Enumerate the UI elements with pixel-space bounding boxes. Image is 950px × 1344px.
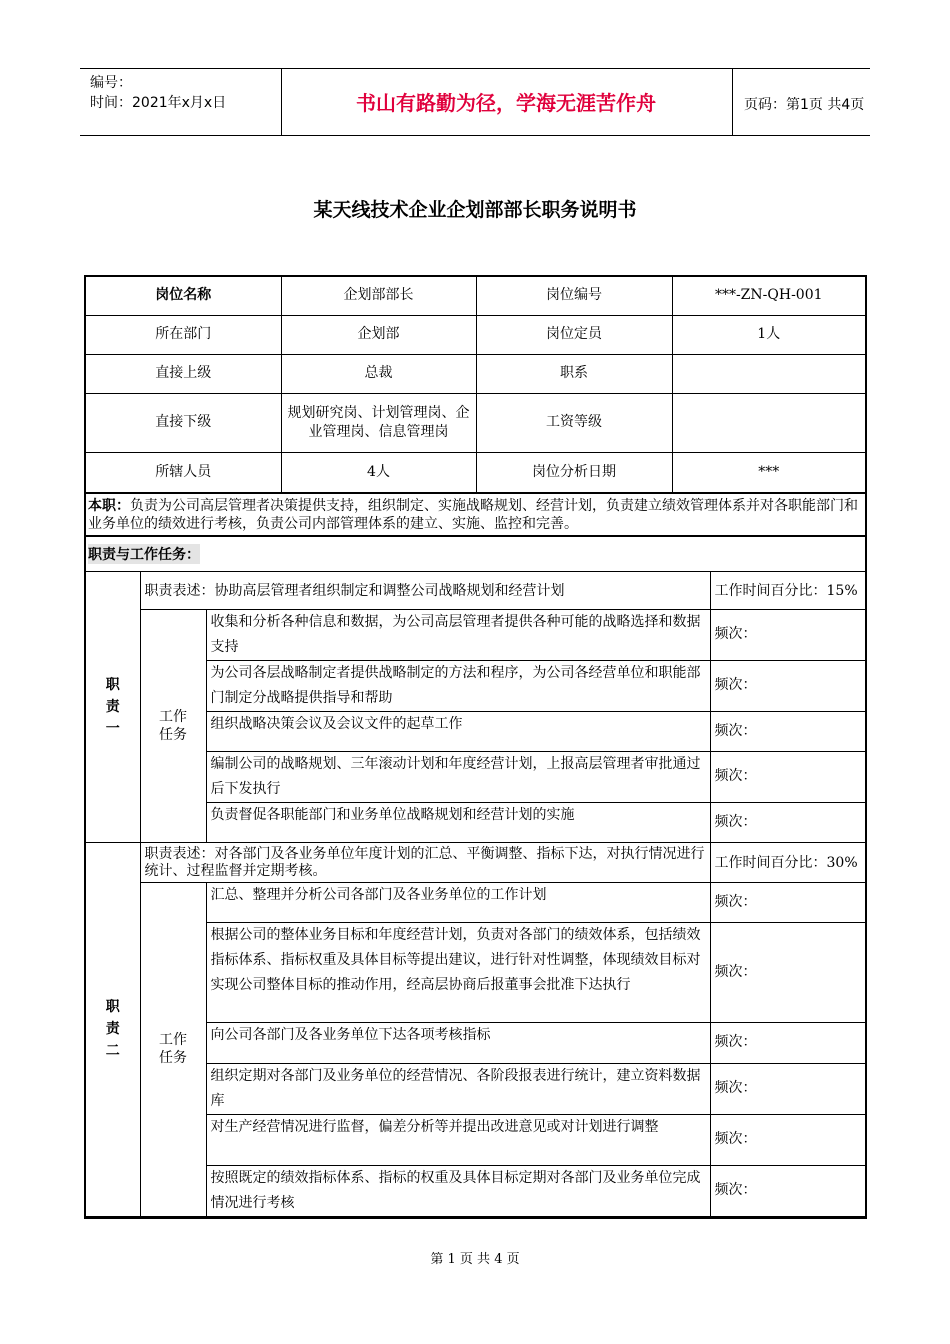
headcount-value: 1人 bbox=[672, 315, 865, 354]
task-text: 负责督促各职能部门和业务单位战略规划和经营计划的实施 bbox=[206, 802, 710, 842]
task-frequency: 频次： bbox=[710, 1165, 865, 1216]
salary-grade-label: 工资等级 bbox=[476, 393, 672, 452]
duty-label-text: 职责一 bbox=[105, 676, 120, 737]
position-code-value: ***-ZN-QH-001 bbox=[672, 277, 865, 315]
task-text: 编制公司的战略规划、三年滚动计划和年度经营计划，上报高层管理者审批通过后下发执行 bbox=[206, 751, 710, 802]
duty-description-row bbox=[86, 571, 865, 609]
task-text: 对生产经营情况进行监督，偏差分析等并提出改进意见或对计划进行调整 bbox=[206, 1114, 710, 1165]
position-name-value: 企划部部长 bbox=[281, 277, 476, 315]
duty-time-percent: 工作时间百分比：15% bbox=[710, 571, 865, 609]
info-row bbox=[86, 393, 865, 452]
task-frequency: 频次： bbox=[710, 922, 865, 1022]
direct-superior-label: 直接上级 bbox=[86, 354, 281, 393]
document-header bbox=[80, 68, 870, 136]
analysis-date-value: *** bbox=[672, 452, 865, 492]
info-row bbox=[86, 354, 865, 393]
position-code-label: 岗位编号 bbox=[476, 277, 672, 315]
job-summary-label: 本职： bbox=[88, 497, 130, 514]
work-task-label bbox=[140, 882, 206, 1216]
task-text: 根据公司的整体业务目标和年度经营计划，负责对各部门的绩效体系，包括绩效指标体系、指标权重及具体目标等提出建议，进行针对性调整，体现绩效目标对实现公司整体目标的推动作用，经高层协商后报董事会批准下达执行 bbox=[206, 922, 710, 1022]
doc-time-label: 时间：2021年x月x日 bbox=[90, 95, 227, 111]
info-row bbox=[86, 315, 865, 354]
duty-time-percent: 工作时间百分比：30% bbox=[710, 842, 865, 882]
document-title: 某天线技术企业企划部部长职务说明书 bbox=[313, 199, 637, 221]
work-task-label-text: 工作任务 bbox=[159, 708, 187, 743]
task-text: 汇总、整理并分析公司各部门及各业务单位的工作计划 bbox=[206, 882, 710, 922]
job-family-value bbox=[672, 354, 865, 393]
task-text: 向公司各部门及各业务单位下达各项考核指标 bbox=[206, 1022, 710, 1063]
doc-number-label: 编号： bbox=[90, 75, 132, 91]
task-frequency: 频次： bbox=[710, 609, 865, 660]
direct-subordinate-label: 直接下级 bbox=[86, 393, 281, 452]
header-page-number: 页码：第1页 共4页 bbox=[744, 97, 865, 113]
task-text: 为公司各层战略制定者提供战略制定的方法和程序，为公司各经营单位和职能部门制定分战略提供指导和帮助 bbox=[206, 660, 710, 711]
staff-count-label: 所辖人员 bbox=[86, 452, 281, 492]
duties-heading-text: 职责与工作任务： bbox=[88, 544, 200, 564]
duties-table bbox=[86, 571, 865, 1217]
info-row bbox=[86, 277, 865, 315]
task-frequency: 频次： bbox=[710, 1063, 865, 1114]
staff-count-value: 4人 bbox=[281, 452, 476, 492]
direct-superior-value: 总裁 bbox=[281, 354, 476, 393]
direct-subordinate-value: 规划研究岗、计划管理岗、企业管理岗、信息管理岗 bbox=[281, 393, 476, 452]
task-frequency: 频次： bbox=[710, 1022, 865, 1063]
headcount-label: 岗位定员 bbox=[476, 315, 672, 354]
job-description-form bbox=[84, 275, 867, 1219]
job-summary-text: 负责为公司高层管理者决策提供支持，组织制定、实施战略规划、经营计划，负责建立绩效管理体系并对各职能部门和业务单位的绩效进行考核，负责公司内部管理体系的建立、实施、监控和完善。 bbox=[88, 497, 858, 532]
task-text: 组织定期对各部门及业务单位的经营情况、各阶段报表进行统计，建立资料数据库 bbox=[206, 1063, 710, 1114]
info-row bbox=[86, 452, 865, 492]
task-frequency: 频次： bbox=[710, 882, 865, 922]
task-frequency: 频次： bbox=[710, 711, 865, 751]
task-text: 组织战略决策会议及会议文件的起草工作 bbox=[206, 711, 710, 751]
duty-description-row bbox=[86, 842, 865, 882]
department-label: 所在部门 bbox=[86, 315, 281, 354]
header-motto: 书山有路勤为径，学海无涯苦作舟 bbox=[356, 91, 656, 115]
task-text: 按照既定的绩效指标体系、指标的权重及具体目标定期对各部门及业务单位完成情况进行考核 bbox=[206, 1165, 710, 1216]
duty-description: 职责表述：对各部门及各业务单位年度计划的汇总、平衡调整、指标下达，对执行情况进行统计、过程监督并定期考核。 bbox=[140, 842, 710, 882]
duty-label bbox=[86, 571, 140, 842]
task-frequency: 频次： bbox=[710, 1114, 865, 1165]
task-frequency: 频次： bbox=[710, 660, 865, 711]
task-frequency: 频次： bbox=[710, 751, 865, 802]
task-frequency: 频次： bbox=[710, 802, 865, 842]
department-value: 企划部 bbox=[281, 315, 476, 354]
salary-grade-value bbox=[672, 393, 865, 452]
page-footer: 第 1 页 共 4 页 bbox=[430, 1252, 520, 1267]
analysis-date-label: 岗位分析日期 bbox=[476, 452, 672, 492]
job-family-label: 职系 bbox=[476, 354, 672, 393]
work-task-label bbox=[140, 609, 206, 842]
duties-heading bbox=[86, 535, 865, 571]
duty-label-text: 职责二 bbox=[105, 999, 120, 1059]
task-row bbox=[86, 882, 865, 922]
work-task-label-text: 工作任务 bbox=[159, 1032, 187, 1066]
position-name-label: 岗位名称 bbox=[86, 277, 281, 315]
job-summary bbox=[86, 493, 865, 535]
header-bottom-rule bbox=[80, 135, 870, 136]
duty-description: 职责表述：协助高层管理者组织制定和调整公司战略规划和经营计划 bbox=[140, 571, 710, 609]
position-info-table bbox=[86, 277, 865, 493]
task-row bbox=[86, 609, 865, 660]
duty-label bbox=[86, 842, 140, 1216]
task-text: 收集和分析各种信息和数据，为公司高层管理者提供各种可能的战略选择和数据支持 bbox=[206, 609, 710, 660]
